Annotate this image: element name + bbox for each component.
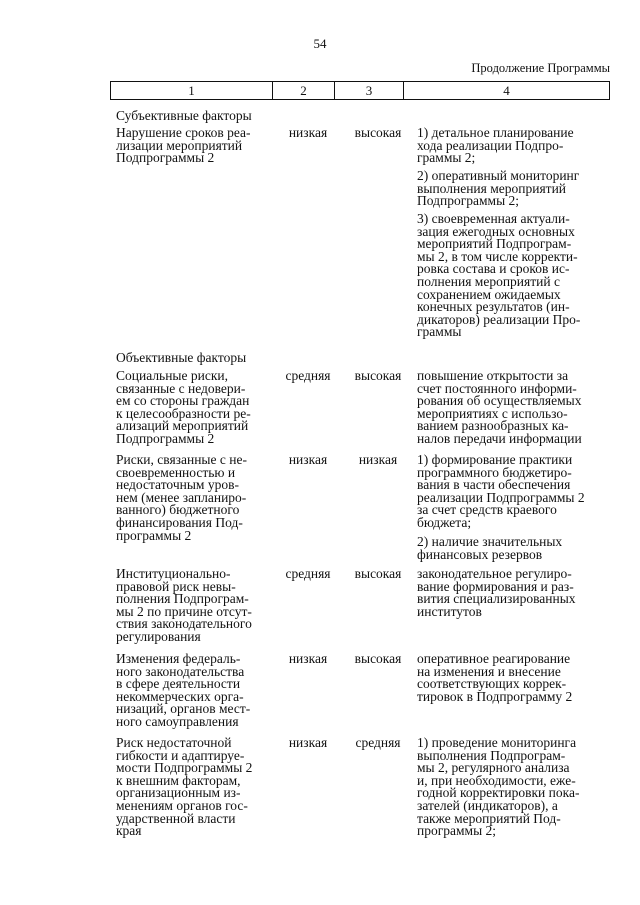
measure-item — [417, 737, 605, 838]
risk-line: к внешним факторам, — [116, 772, 241, 788]
risk-line: своевременностью и — [116, 464, 236, 480]
risk-cell — [116, 127, 276, 165]
measure-line: мы 2, в том числе корректи- — [417, 248, 578, 264]
measure-line: 1) детальное планирование — [417, 125, 574, 140]
risk-line: ударственной власти — [116, 810, 236, 826]
column-header-3: 3 — [335, 82, 404, 100]
risk-line: Подпрограммы 2 — [116, 430, 215, 446]
measure-line: за счет средств краевого — [417, 502, 557, 518]
risk-line: Риски, связанные с не- — [116, 452, 247, 467]
group-heading-objective: Объективные факторы — [116, 350, 247, 365]
column-header-2: 2 — [273, 82, 335, 100]
measure-line: программного бюджетиро- — [417, 464, 572, 480]
risk-line: полнения Подпрограм- — [116, 591, 249, 607]
measure-line: 3) своевременная актуали- — [417, 211, 570, 226]
risk-cell — [116, 653, 276, 729]
measure-line: оперативное реагирование — [417, 651, 571, 666]
impact-cell: высокая — [354, 651, 402, 666]
measure-line: 2) оперативный мониторинг — [417, 168, 580, 183]
measure-line: граммы — [417, 324, 462, 340]
risk-line: менениям органов гос- — [116, 797, 248, 813]
measure-line: налов передачи информации — [417, 430, 582, 446]
risk-line: Социальные риски, — [116, 368, 228, 383]
risk-line: к целесообразности ре- — [116, 405, 251, 421]
measure-line: сохранением ожидаемых — [417, 286, 561, 302]
risk-line: правовой риск невы- — [116, 578, 236, 594]
risk-line: низаций, органов мест- — [116, 701, 251, 717]
risk-line: некоммерческих орга- — [116, 688, 244, 704]
probability-cell: низкая — [288, 125, 328, 140]
impact-cell: высокая — [354, 125, 402, 140]
measure-item — [417, 536, 605, 561]
risk-line: мы 2 по причине отсут- — [116, 603, 252, 619]
risk-line: регулирования — [116, 628, 201, 644]
measure-line: реализации Подпрограммы 2 — [417, 489, 585, 505]
measure-line: финансовых резервов — [417, 546, 543, 562]
measure-line: полнения мероприятий с — [417, 273, 560, 289]
column-header-1: 1 — [111, 82, 273, 100]
column-header-4: 4 — [404, 82, 610, 100]
continuation-caption: Продолжение Программы — [471, 61, 610, 75]
measure-line: выполнения Подпрограм- — [417, 747, 566, 763]
measure-item — [417, 127, 605, 165]
measure-line: вития специализированных — [417, 591, 576, 607]
risk-cell — [116, 454, 276, 542]
measure-line: вания в части обеспечения — [417, 477, 571, 493]
measure-line: институтов — [417, 603, 482, 619]
measure-line: повышение открытости за — [417, 368, 569, 383]
measure-item — [417, 213, 605, 339]
measure-line: бюджета; — [417, 514, 472, 530]
probability-cell: низкая — [288, 452, 328, 467]
impact-cell: низкая — [358, 452, 398, 467]
measure-item — [417, 568, 605, 618]
risk-line: ствия законодательного — [116, 616, 252, 632]
measure-line: вание формирования и раз- — [417, 578, 574, 594]
risk-line: Институционально- — [116, 566, 231, 581]
column-header-row — [110, 81, 610, 100]
probability-cell: низкая — [288, 651, 328, 666]
risk-line: Подпрограммы 2 — [116, 150, 215, 166]
impact-cell: высокая — [354, 368, 402, 383]
measure-line: и, при необходимости, еже- — [417, 772, 576, 788]
risk-line: ем со стороны граждан — [116, 393, 250, 409]
measure-line: законодательное регулиро- — [417, 566, 572, 581]
measure-line: 1) формирование практики — [417, 452, 573, 467]
risk-line: мости Подпрограммы 2 — [116, 760, 253, 776]
risk-line: недостаточным уров- — [116, 477, 239, 493]
probability-cell: средняя — [285, 566, 331, 581]
risk-line: ванного) бюджетного — [116, 502, 240, 518]
measure-line: на изменения и внесение — [417, 663, 561, 679]
impact-cell: высокая — [354, 566, 402, 581]
risk-line: связанные с недовери- — [116, 380, 246, 396]
measure-line: ровка состава и сроков ис- — [417, 261, 570, 277]
risk-cell — [116, 568, 276, 644]
measure-line: годной корректировки пока- — [417, 785, 580, 801]
risk-line: в сфере деятельности — [116, 676, 241, 692]
risk-line: ализаций мероприятий — [116, 418, 249, 434]
risk-line: гибкости и адаптируе- — [116, 747, 245, 763]
risk-line: организационным из- — [116, 785, 241, 801]
measure-line: 2) наличие значительных — [417, 534, 563, 549]
measure-line: рования об осуществляемых — [417, 393, 582, 409]
measure-line: зателей (индикаторов), а — [417, 797, 558, 813]
page-number: 54 — [313, 36, 327, 51]
measure-line: 1) проведение мониторинга — [417, 735, 577, 750]
risk-line: ного самоуправления — [116, 713, 239, 729]
measure-line: выполнения мероприятий — [417, 180, 567, 196]
measure-line: граммы 2; — [417, 150, 476, 166]
risk-line: программы 2 — [116, 527, 192, 543]
measure-line: Подпрограммы 2; — [417, 193, 520, 209]
measure-item — [417, 454, 605, 530]
risk-line: Риск недостаточной — [116, 735, 232, 750]
measure-line: мы 2, регулярного анализа — [417, 760, 570, 776]
measure-line: программы 2; — [417, 823, 497, 839]
measure-line: хода реализации Подпро- — [417, 137, 564, 153]
risk-line: края — [116, 823, 142, 839]
risk-line: ного законодательства — [116, 663, 245, 679]
risk-line: нем (менее запланиро- — [116, 489, 247, 505]
measure-item — [417, 170, 605, 208]
risk-line: финансирования Под- — [116, 514, 243, 530]
measure-line: ванием разнообразных ка- — [417, 418, 569, 434]
risk-line: лизации мероприятий — [116, 137, 243, 153]
measure-item — [417, 370, 605, 446]
probability-cell: низкая — [288, 735, 328, 750]
measure-line: мероприятий Подпрограм- — [417, 236, 572, 252]
group-heading-subjective: Субъективные факторы — [116, 108, 252, 123]
measure-item — [417, 653, 605, 703]
risk-cell — [116, 737, 276, 838]
impact-cell: средняя — [355, 735, 401, 750]
measure-line: конечных результатов (ин- — [417, 299, 570, 315]
risk-cell — [116, 370, 276, 446]
measure-line: зация ежегодных основных — [417, 223, 575, 239]
measure-line: также мероприятий Под- — [417, 810, 561, 826]
measure-line: счет постоянного информи- — [417, 380, 577, 396]
probability-cell: средняя — [285, 368, 331, 383]
measure-line: дикаторов) реализации Про- — [417, 311, 581, 327]
risk-line: Изменения федераль- — [116, 651, 241, 666]
measure-line: мероприятиях с использо- — [417, 405, 568, 421]
measure-line: тировок в Подпрограмму 2 — [417, 688, 573, 704]
measure-line: соответствующих коррек- — [417, 676, 567, 692]
risk-line: Нарушение сроков реа- — [116, 125, 251, 140]
